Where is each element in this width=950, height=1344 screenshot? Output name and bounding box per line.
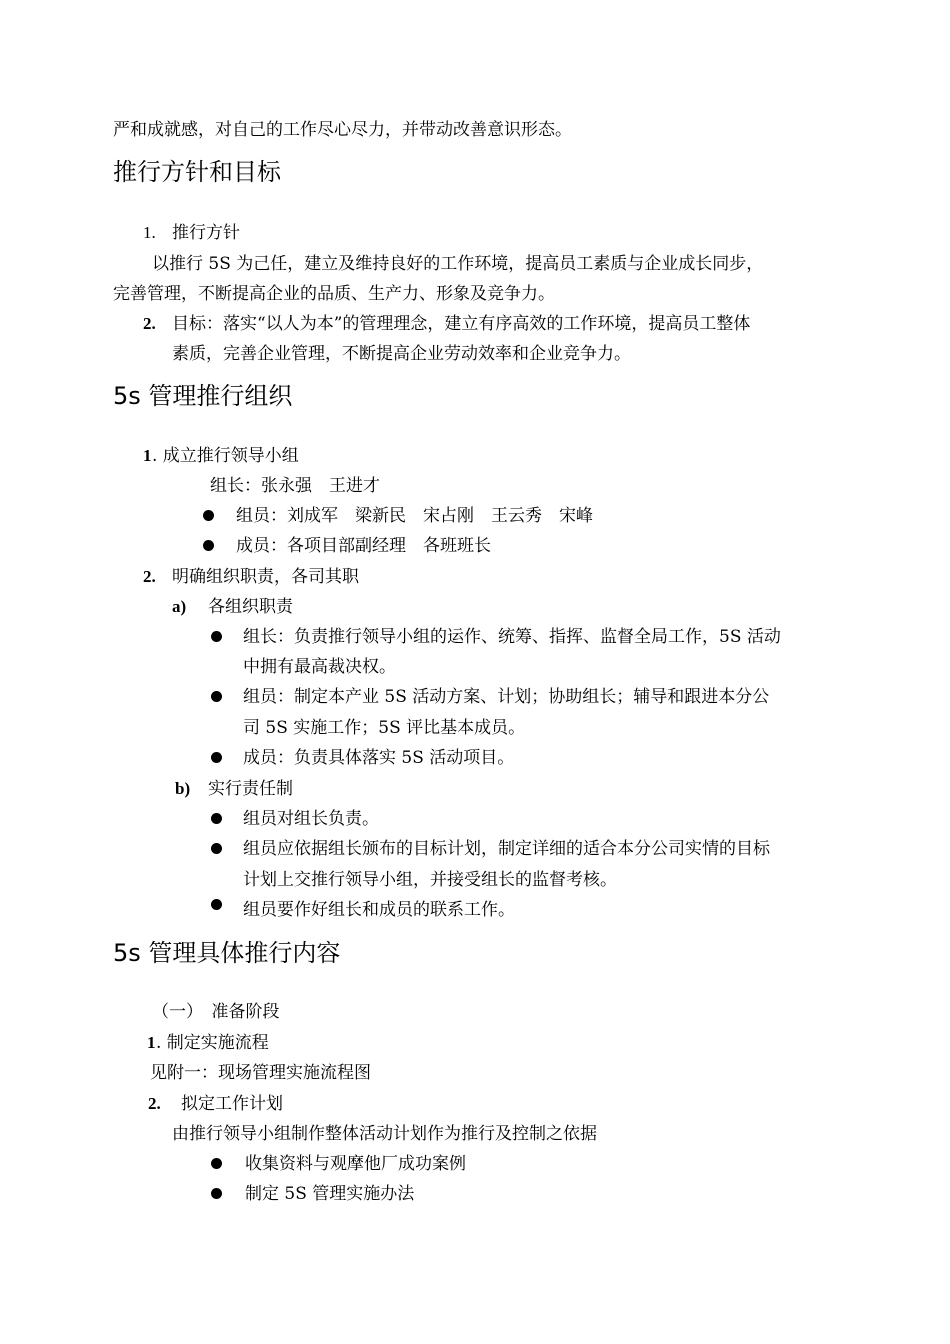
- policy-paragraph-line-2: 完善管理，不断提高企业的品质、生产力、形象及竞争力。: [113, 284, 555, 304]
- org-sub-b-title: 实行责任制: [208, 779, 293, 799]
- org-item-1-title: . 成立推行领导小组: [152, 446, 299, 466]
- policy-item-2-line-1: 目标：落实“以人为本”的管理理念，建立有序高效的工作环境，提高员工整体: [172, 314, 751, 334]
- content-stage-title: （一） 准备阶段: [152, 1002, 280, 1022]
- org-a2-line-1: 组员：制定本产业 5S 活动方案、计划；协助组长；辅导和跟进本分公: [243, 687, 770, 707]
- bullet-icon: [203, 510, 214, 521]
- org-b2-line-1: 组员应依据组长颁布的目标计划，制定详细的适合本分公司实情的目标: [243, 839, 770, 859]
- org-members-line: 组员：刘成军 梁新民 宋占刚 王云秀 宋峰: [236, 506, 593, 526]
- org-item-2-title: 明确组织职责，各司其职: [172, 567, 359, 587]
- org-a1-line-2: 中拥有最高裁决权。: [243, 657, 396, 677]
- policy-item-2-number: 2.: [143, 314, 156, 333]
- bullet-icon: [211, 843, 222, 854]
- org-item-2-number: 2.: [143, 567, 156, 586]
- paragraph-intro-end: 严和成就感，对自己的工作尽心尽力，并带动改善意识形态。: [113, 120, 572, 140]
- bullet-icon: [211, 752, 222, 763]
- heading-organization: 5s 管理推行组织: [113, 382, 293, 410]
- content-item-2-number: 2.: [148, 1094, 161, 1113]
- content-item-1-number: 1: [147, 1033, 156, 1052]
- org-b3-line: 组员要作好组长和成员的联系工作。: [243, 900, 515, 920]
- content-plan-line: 由推行领导小组制作整体活动计划作为推行及控制之依据: [172, 1124, 597, 1144]
- org-sub-a-label: a): [172, 597, 187, 616]
- bullet-icon: [211, 899, 222, 910]
- policy-item-1-title: 推行方针: [172, 223, 240, 243]
- org-a3-line: 成员：负责具体落实 5S 活动项目。: [243, 748, 515, 768]
- bullet-icon: [211, 631, 222, 642]
- heading-implementation: 5s 管理具体推行内容: [113, 939, 341, 967]
- bullet-icon: [211, 691, 222, 702]
- bullet-icon: [211, 1188, 222, 1199]
- org-staff-line: 成员：各项目部副经理 各班班长: [236, 536, 491, 556]
- org-leader-line: 组长：张永强 王进才: [210, 476, 380, 496]
- org-item-1-number: 1: [143, 446, 152, 465]
- bullet-icon: [203, 540, 214, 551]
- heading-policy-goals: 推行方针和目标: [113, 158, 281, 186]
- bullet-icon: [211, 813, 222, 824]
- org-a2-line-2: 司 5S 实施工作；5S 评比基本成员。: [243, 718, 526, 738]
- policy-paragraph-line-1: 以推行 5S 为己任，建立及维持良好的工作环境，提高员工素质与企业成长同步，: [152, 254, 764, 274]
- org-a1-line-1: 组长：负责推行领导小组的运作、统筹、指挥、监督全局工作，5S 活动: [243, 627, 781, 647]
- content-plan-item-1: 收集资料与观摩他厂成功案例: [245, 1154, 466, 1174]
- org-sub-a-title: 各组织职责: [208, 597, 293, 617]
- org-b2-line-2: 计划上交推行领导小组，并接受组长的监督考核。: [243, 870, 617, 890]
- content-see-attachment: 见附一：现场管理实施流程图: [150, 1063, 371, 1083]
- policy-item-2-line-2: 素质，完善企业管理，不断提高企业劳动效率和企业竞争力。: [172, 344, 631, 364]
- org-b1-line: 组员对组长负责。: [243, 809, 379, 829]
- org-sub-b-label: b): [175, 779, 191, 798]
- content-item-1-title: . 制定实施流程: [156, 1033, 269, 1053]
- bullet-icon: [211, 1158, 222, 1169]
- content-item-2-title: 拟定工作计划: [181, 1094, 283, 1114]
- content-plan-item-2: 制定 5S 管理实施办法: [245, 1184, 415, 1204]
- policy-item-1-number: 1.: [143, 223, 156, 242]
